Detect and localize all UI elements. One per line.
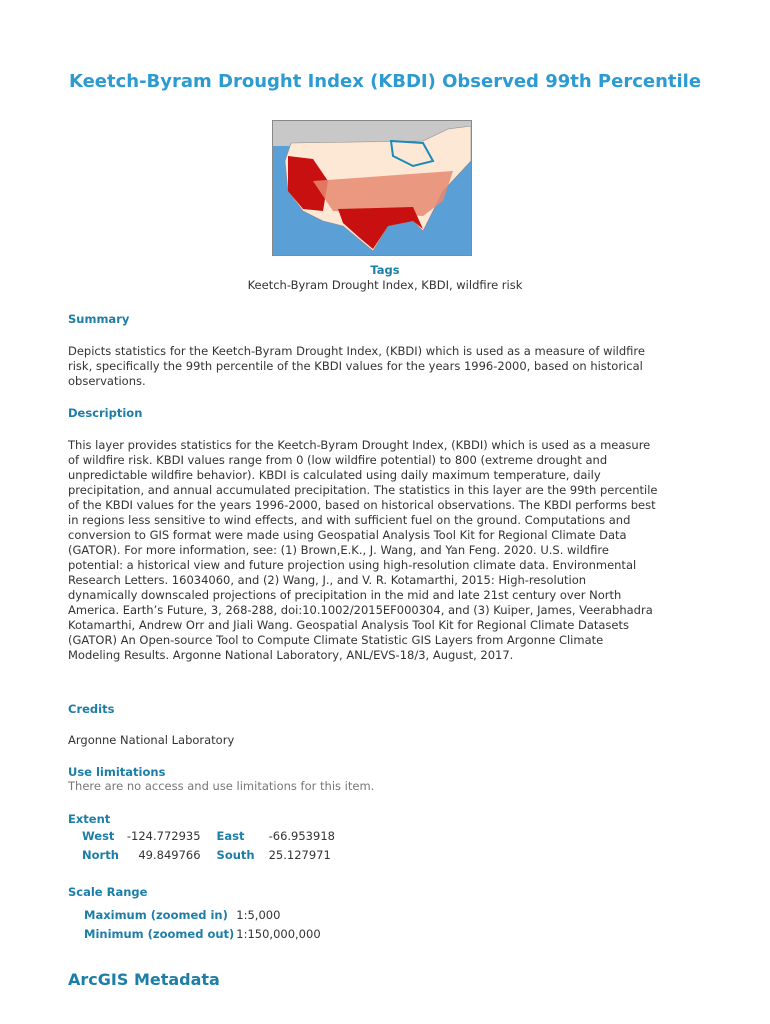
extent-heading: Extent <box>68 812 111 826</box>
max-scale-label: Maximum (zoomed in) <box>84 908 228 922</box>
east-label: East <box>216 829 245 843</box>
tags-value: Keetch-Byram Drought Index, KBDI, wildfire risk <box>247 278 523 292</box>
description-heading: Description <box>68 406 143 420</box>
east-value: -66.953918 <box>268 829 335 843</box>
credits-text: Argonne National Laboratory <box>68 733 235 747</box>
tags-section <box>60 263 710 293</box>
extent-table <box>82 827 343 865</box>
west-label: West <box>82 829 115 843</box>
summary-heading: Summary <box>68 312 130 326</box>
page-title: Keetch-Byram Drought Index (KBDI) Observed 99th Percentile <box>68 71 702 92</box>
north-label: North <box>82 848 119 862</box>
west-value: -124.772935 <box>126 829 201 843</box>
north-value: 49.849766 <box>138 848 201 862</box>
south-label: South <box>216 848 255 862</box>
min-scale-value: 1:150,000,000 <box>236 927 321 941</box>
summary-text: Depicts statistics for the Keetch-Byram Drought Index, (KBDI) which is used as a measure of wildfire risk, specifically the 99th percentile of the KBDI values for the years 1996-2000, based on historical observations. <box>68 344 645 388</box>
max-scale-value: 1:5,000 <box>236 908 281 922</box>
use-limitations-heading: Use limitations <box>68 765 166 779</box>
map-thumbnail <box>272 120 472 256</box>
scale-range-table <box>84 906 329 944</box>
min-scale-label: Minimum (zoomed out) <box>84 927 235 941</box>
tags-label: Tags <box>370 263 400 277</box>
arcgis-metadata-heading: ArcGIS Metadata <box>68 970 220 989</box>
credits-heading: Credits <box>68 702 115 716</box>
scale-range-heading: Scale Range <box>68 885 148 899</box>
south-value: 25.127971 <box>268 848 331 862</box>
description-text: This layer provides statistics for the Keetch-Byram Drought Index, (KBDI) which is used as a measure of wildfire risk. KBDI values range from 0 (low wildfire potential) to 800 (extreme drought and unpredictable wildfire behavior). KBDI is calculated using daily maximum temperature, daily precipitation, and annual accumulated precipitation. The statistics in this layer are the 99th percentile of the KBDI values for the years 1996-2000, based on historical observations. The KBDI performs best in regions less sensitive to wind effects, and with sufficient fuel on the ground. Computations and conversion to GIS format were made using Geospatial Analysis Tool Kit for Regional Climate Data (GATOR). For more information, see: (1) Brown,E.K., J. Wang, and Yan Feng. 2020. U.S. wildfire potential: a historical view and future projection using high-resolution climate data. Environmental Research Letters. 16034060, and (2) Wang, J., and V. R. Kotamarthi, 2015: High-resolution dynamically downscaled projections of precipitation in the mid and late 21st century over North America. Earth’s Future, 3, 268-288, doi:10.1002/2015EF000304, and (3) Kuiper, James, Veerabhadra Kotamarthi, Andrew Orr and Jiali Wang. Geospatial Analysis Tool Kit for Regional Climate Datasets (GATOR) An Open-source Tool to Compute Climate Statistic GIS Layers from Argonne Climate Modeling Results. Argonne National Laboratory, ANL/EVS-18/3, August, 2017. <box>68 438 658 662</box>
use-limitations-text: There are no access and use limitations for this item. <box>68 779 375 793</box>
